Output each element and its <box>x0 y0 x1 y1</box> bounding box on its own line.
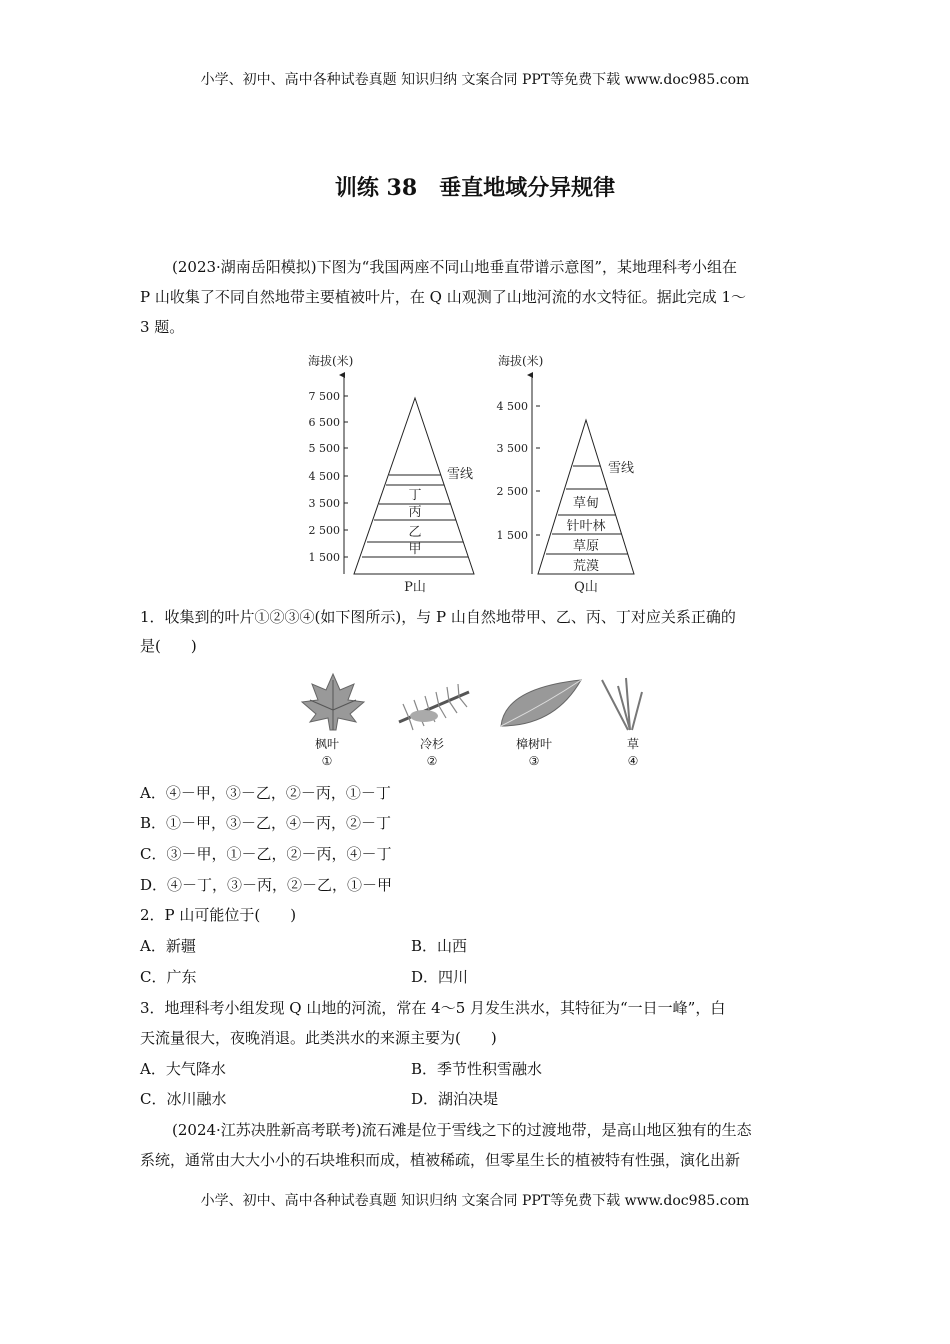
intro-line: P 山收集了不同自然地带主要植被叶片，在 Q 山观测了山地河流的水文特征。据此完成 1～ <box>140 288 747 306</box>
option-a: A．大气降水 <box>140 1060 226 1078</box>
question-3-stem: 天流量很大，夜晚消退。此类洪水的来源主要为( ) <box>140 1029 497 1047</box>
leaf-number: ③ <box>528 754 540 768</box>
q-mountain-label: Q山 <box>574 580 598 595</box>
zone-label: 荒漠 <box>572 559 600 574</box>
leaf-caption: 枫叶 <box>314 737 339 751</box>
snowline-label: 雪线 <box>446 467 474 482</box>
option-d: D．四川 <box>411 968 469 986</box>
camphor-leaf-image <box>495 674 585 734</box>
tick-label: 3 500 <box>308 497 340 510</box>
zone-label: 草原 <box>572 539 600 554</box>
q-axis-label: 海拔(米) <box>498 354 544 368</box>
tick-label: 1 500 <box>308 551 340 564</box>
outro-line: 系统，通常由大大小小的石块堆积而成，植被稀疏，但零星生长的植被特有性强，演化出新 <box>140 1151 741 1169</box>
p-axis-label: 海拔(米) <box>308 354 354 368</box>
tick-label: 5 500 <box>308 442 340 455</box>
page-title: 训练 38 垂直地域分异规律 <box>334 175 616 201</box>
page-header: 小学、初中、高中各种试卷真题 知识归纳 文案合同 PPT等免费下载 www.doc985.com <box>200 72 750 88</box>
option-c: C．冰川融水 <box>140 1090 227 1108</box>
tick-label: 3 500 <box>496 442 528 455</box>
tick-label: 1 500 <box>496 529 528 542</box>
option-b: B．山西 <box>411 937 468 955</box>
intro-line: 3 题。 <box>140 318 185 336</box>
tick-label: 2 500 <box>496 485 528 498</box>
question-1-stem: 是( ) <box>140 637 197 655</box>
tick-label: 4 500 <box>496 400 528 413</box>
tick-label: 2 500 <box>308 524 340 537</box>
question-3-stem: 3．地理科考小组发现 Q 山地的河流，常在 4～5 月发生洪水，其特征为“一日一峰”，白 <box>140 999 726 1017</box>
snowline-label: 雪线 <box>607 461 635 476</box>
grass-image <box>598 676 648 732</box>
maple-leaf-image <box>298 670 368 738</box>
zone-label: 针叶林 <box>566 519 606 534</box>
zone-label: 乙 <box>408 525 422 540</box>
leaf-caption: 冷杉 <box>419 737 444 751</box>
leaf-number: ② <box>426 754 438 768</box>
option-b: B．季节性积雪融水 <box>411 1060 543 1078</box>
question-2-stem: 2．P 山可能位于( ) <box>140 906 297 924</box>
vertical-zonation-diagram <box>290 345 650 595</box>
zone-label: 草甸 <box>572 496 600 511</box>
leaf-number: ④ <box>627 754 639 768</box>
option-d: D．湖泊决堤 <box>411 1090 499 1108</box>
option-c: C．广东 <box>140 968 197 986</box>
tick-label: 7 500 <box>308 390 340 403</box>
leaf-caption: 樟树叶 <box>515 737 552 751</box>
option-b: B．①－甲，③－乙，④－丙，②－丁 <box>140 814 392 832</box>
tick-label: 4 500 <box>308 470 340 483</box>
question-1-stem: 1．收集到的叶片①②③④(如下图所示)，与 P 山自然地带甲、乙、丙、丁对应关系正确的 <box>140 608 736 626</box>
tick-label: 6 500 <box>308 416 340 429</box>
option-c: C．③－甲，①－乙，②－丙，④－丁 <box>140 845 392 863</box>
leaf-number: ① <box>321 754 333 768</box>
zone-label: 丁 <box>408 488 422 503</box>
page-footer: 小学、初中、高中各种试卷真题 知识归纳 文案合同 PPT等免费下载 www.doc985.com <box>200 1193 750 1209</box>
zone-label: 甲 <box>408 542 422 557</box>
option-a: A．④－甲，③－乙，②－丙，①－丁 <box>140 784 391 802</box>
outro-line: (2024·江苏决胜新高考联考)流石滩是位于雪线之下的过渡地带，是高山地区独有的生态 <box>172 1121 752 1139</box>
intro-line: (2023·湖南岳阳模拟)下图为“我国两座不同山地垂直带谱示意图”，某地理科考小组在 <box>172 258 737 276</box>
fir-branch-image <box>394 672 474 732</box>
zone-label: 丙 <box>408 505 422 520</box>
p-mountain-label: P山 <box>404 580 426 595</box>
leaf-caption: 草 <box>626 737 639 751</box>
option-d: D．④－丁，③－丙，②－乙，①－甲 <box>140 876 393 894</box>
option-a: A．新疆 <box>140 937 196 955</box>
